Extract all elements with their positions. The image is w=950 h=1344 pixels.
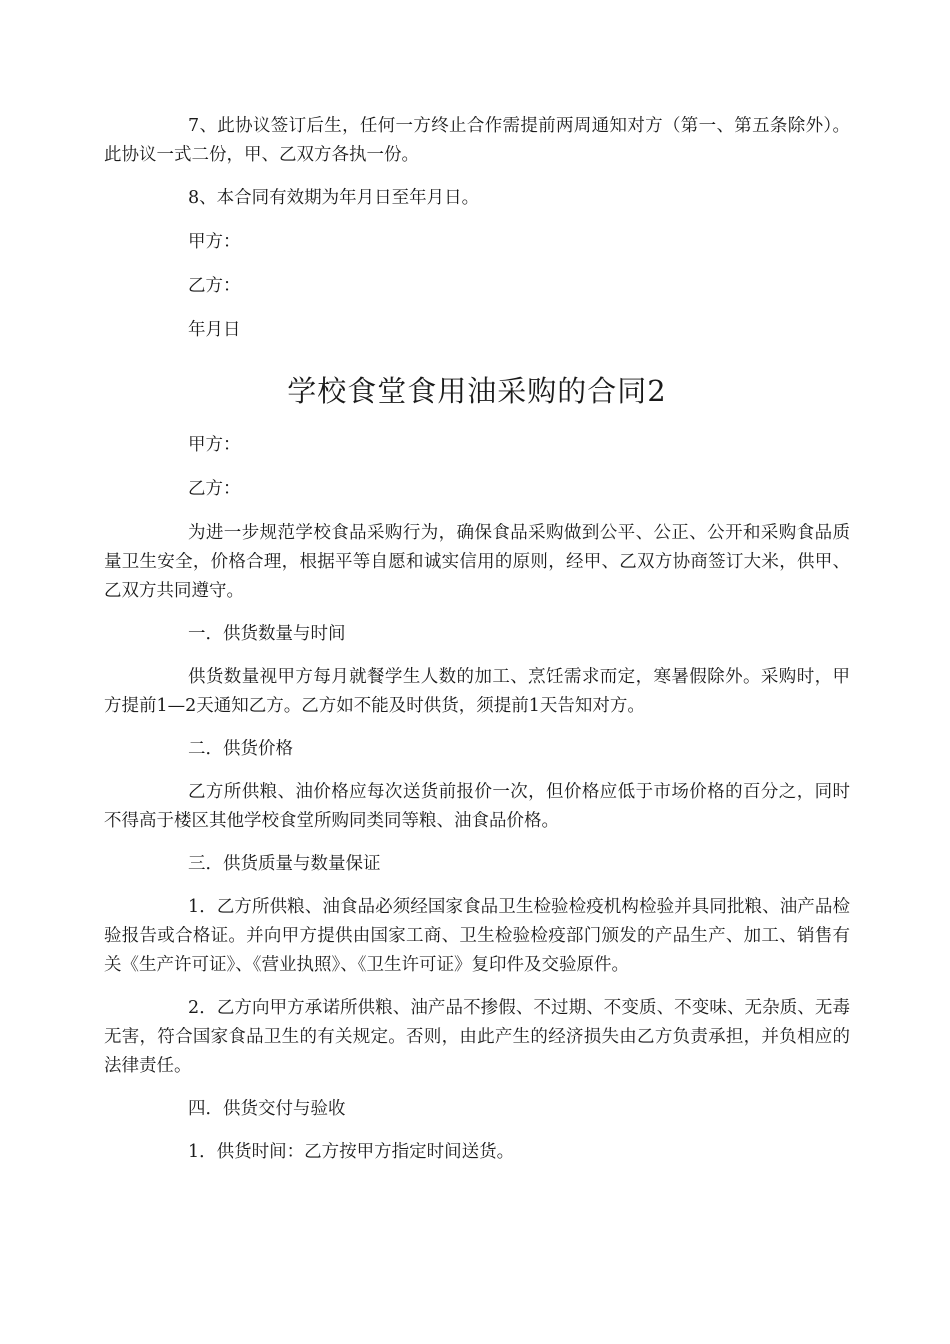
section-3-item-1: 1．乙方所供粮、油食品必须经国家食品卫生检验检疫机构检验并具同批粮、油产品检验报告或合格证。并向甲方提供由国家工商、卫生检验检疫部门颁发的产品生产、加工、销售有关《生产许可证》、《营业执照》、《卫生许可证》复印件及交验原件。 [104,897,850,975]
clause-7-paragraph: 7、此协议签订后生，任何一方终止合作需提前两周通知对方（第一、第五条除外）。此协议一式二份，甲、乙双方各执一份。 [104,116,850,165]
date-line: 年月日 [188,320,241,340]
party-a-line: 甲方： [188,232,241,252]
section-2-paragraph: 乙方所供粮、油价格应每次送货前报价一次，但价格应低于市场价格的百分之，同时不得高于楼区其他学校食堂所购同类同等粮、油食品价格。 [104,782,850,831]
document-content [104,112,850,1167]
section-4-heading: 四．供货交付与验收 [188,1099,346,1119]
section-3-item-2: 2．乙方向甲方承诺所供粮、油产品不掺假、不过期、不变质、不变味、无杂质、无毒无害，符合国家食品卫生的有关规定。否则，由此产生的经济损失由乙方负责承担，并负相应的法律责任。 [104,998,850,1076]
preamble-paragraph: 为进一步规范学校食品采购行为，确保食品采购做到公平、公正、公开和采购食品质量卫生安全，价格合理，根据平等自愿和诚实信用的原则，经甲、乙双方协商签订大米，供甲、乙双方共同遵守。 [104,523,850,601]
party-b-line: 乙方： [188,276,241,296]
section-3-heading: 三．供货质量与数量保证 [188,854,381,874]
section-1-heading: 一．供货数量与时间 [188,624,346,644]
section-1-paragraph: 供货数量视甲方每月就餐学生人数的加工、烹饪需求而定，寒暑假除外。采购时，甲方提前1—2天通知乙方。乙方如不能及时供货，须提前1天告知对方。 [104,667,850,716]
section-4-item-1: 1．供货时间：乙方按甲方指定时间送货。 [188,1142,515,1162]
party-a-line-2: 甲方： [188,435,241,455]
clause-8-paragraph: 8、本合同有效期为年月日至年月日。 [188,188,480,208]
contract-title: 学校食堂食用油采购的合同2 [287,374,667,408]
section-2-heading: 二．供货价格 [188,739,293,759]
party-b-line-2: 乙方： [188,479,241,499]
